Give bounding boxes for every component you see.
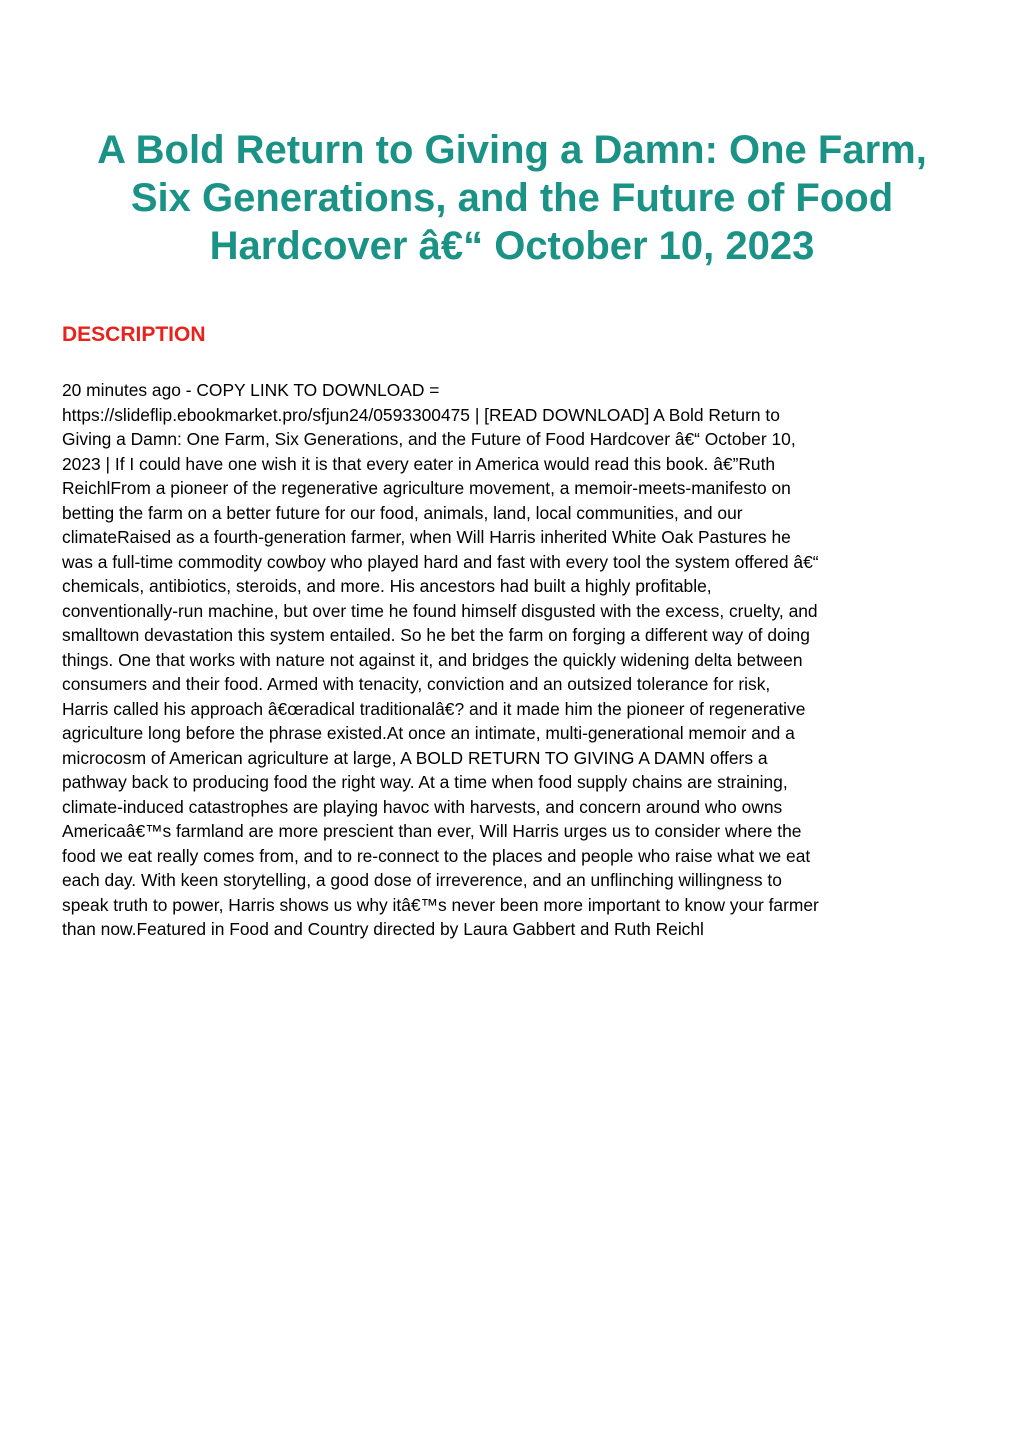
title-line-1: A Bold Return to Giving a Damn: One Farm, [97, 128, 927, 172]
document-title [60, 126, 964, 270]
title-line-3: Hardcover â€“ October 10, 2023 [209, 224, 815, 268]
description-body: 20 minutes ago - COPY LINK TO DOWNLOAD = https://slideflip.ebookmarket.pro/sfjun24/0593300475 | [READ DOWNLOAD] A Bold Return to Giving a Damn: One Farm, Six Generations, and the Future of Food Hardcover â€“ October 10, 2023 | If I could have one wish it is that every eater in America would read this book. â€”Ruth ReichlFrom a pioneer of the regenerative agriculture movement, a memoir-meets-manifesto on betting the farm on a better future for our food, animals, land, local communities, and our climateRaised as a fourth-generation farmer, when Will Harris inherited White Oak Pastures he was a full-time commodity cowboy who played hard and fast with every tool the system offered â€“ chemicals, antibiotics, steroids, and more. His ancestors had built a highly profitable, conventionally-run machine, but over time he found himself disgusted with the excess, cruelty, and smalltown devastation this system entailed. So he bet the farm on forging a different way of doing things. One that works with nature not against it, and bridges the quickly widening delta between consumers and their food. Armed with tenacity, conviction and an outsized tolerance for risk, Harris called his approach â€œradical traditionalâ€? and it made him the pioneer of regenerative agriculture long before the phrase existed.At once an intimate, multi-generational memoir and a microcosm of American agriculture at large, A BOLD RETURN TO GIVING A DAMN offers a pathway back to producing food the right way. At a time when food supply chains are straining, climate-induced catastrophes are playing havoc with harvests, and concern around who owns Americaâ€™s farmland are more prescient than ever, Will Harris urges us to consider where the food we eat really comes from, and to re-connect to the places and people who raise what we eat each day. With keen storytelling, a good dose of irreverence, and an unflinching willingness to speak truth to power, Harris shows us why itâ€™s never been more important to know your farmer than now.Featured in Food and Country directed by Laura Gabbert and Ruth Reichl [62, 380, 819, 939]
description-heading: DESCRIPTION [62, 323, 206, 346]
title-line-2: Six Generations, and the Future of Food [130, 176, 894, 220]
